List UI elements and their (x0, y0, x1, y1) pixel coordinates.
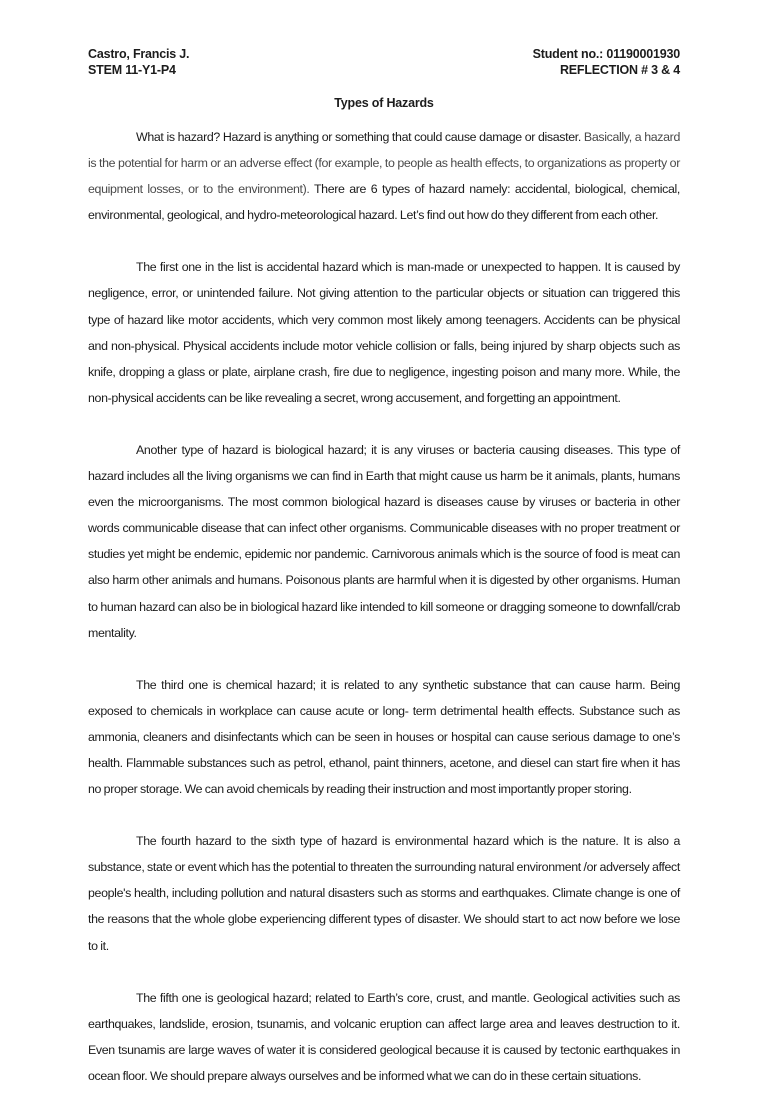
paragraph-intro-part-1: What is hazard? Hazard is anything or something that could cause damage or disaster. (136, 130, 584, 144)
student-number: Student no.: 01190001930 (532, 47, 680, 61)
paragraph-accidental: The first one in the list is accidental hazard which is man-made or unexpected to happen. It is caused by negligence, error, or unintended failure. Not giving attention to the particular objects or situation can triggered this type of hazard like motor accidents, which very common most likely among teenagers. Accidents can be physical and non-physical. Physical accidents include motor vehicle collision or falls, being injured by sharp objects such as knife, dropping a glass or plate, airplane crash, fire due to negligence, ingesting poison and many more. While, the non-physical accidents can be like revealing a secret, wrong accusement, and forgetting an appointment. (88, 260, 680, 405)
paragraph-intro (88, 124, 680, 228)
header-row-1 (88, 46, 680, 62)
document-body (88, 124, 680, 1115)
paragraph-geological: The fifth one is geological hazard; related to Earth’s core, crust, and mantle. Geological activities such as earthquakes, landslide, erosion, tsunamis, and volcanic eruption can affect large area and leaves destruction to it. Even tsunamis are large waves of water it is considered geological because it is caused by tectonic earthquakes in ocean floor. We should prepare always ourselves and be informed what we can do in these certain situations. (88, 990, 680, 1083)
document-header (88, 46, 680, 78)
paragraph-chemical: The third one is chemical hazard; it is related to any synthetic substance that can cause harm. Being exposed to chemicals in workplace can cause acute or long- term detrimental health effects. Substance such as ammonia, cleaners and disinfectants which can be seen in houses or hospital can cause serious damage to one’s health. Flammable substances such as petrol, ethanol, paint thinners, acetone, and diesel can start fire when it has no proper storage. We can avoid chemicals by reading their instruction and most importantly proper storing. (88, 677, 680, 797)
paragraph-intro-part-2: Basically, a hazard is the potential for harm or an adverse effect (for example, to people as health effects, to organizations as property or equipment losses, or to the environment). (88, 130, 680, 197)
paragraph-biological: Another type of hazard is biological hazard; it is any viruses or bacteria causing diseases. This type of hazard includes all the living organisms we can find in Earth that might cause us harm be it animals, plants, humans even the microorganisms. The most common biological hazard is diseases cause by viruses or bacteria in other words communicable disease that can infect other organisms. Communicable diseases with no proper treatment or studies yet might be endemic, epidemic nor pandemic. Carnivorous animals which is the source of food is meat can also harm other animals and humans. Poisonous plants are harmful when it is digested by other organisms. Human to human hazard can also be in biological hazard like intended to kill someone or dragging someone to downfall/crab mentality. (88, 442, 680, 640)
student-name: Castro, Francis J. (88, 47, 190, 61)
document-title: Types of Hazards (334, 96, 434, 110)
paragraph-environmental: The fourth hazard to the sixth type of hazard is environmental hazard which is the nature. It is also a substance, state or event which has the potential to threaten the surrounding natural environment /or adversely affect people's health, including pollution and natural disasters such as storms and earthquakes. Climate change is one of the reasons that the whole globe experiencing different types of disaster. We should start to act now before we lose to it. (88, 834, 680, 953)
header-row-2 (88, 62, 680, 78)
student-section: STEM 11-Y1-P4 (88, 63, 176, 77)
reflection-label: REFLECTION # 3 & 4 (559, 63, 680, 77)
paragraph-intro-part-3: There are 6 types of hazard namely: accidental, biological, chemical, environmental, geological, and hydro-meteorological hazard. Let’s find out how do they different from each other. (88, 182, 681, 223)
